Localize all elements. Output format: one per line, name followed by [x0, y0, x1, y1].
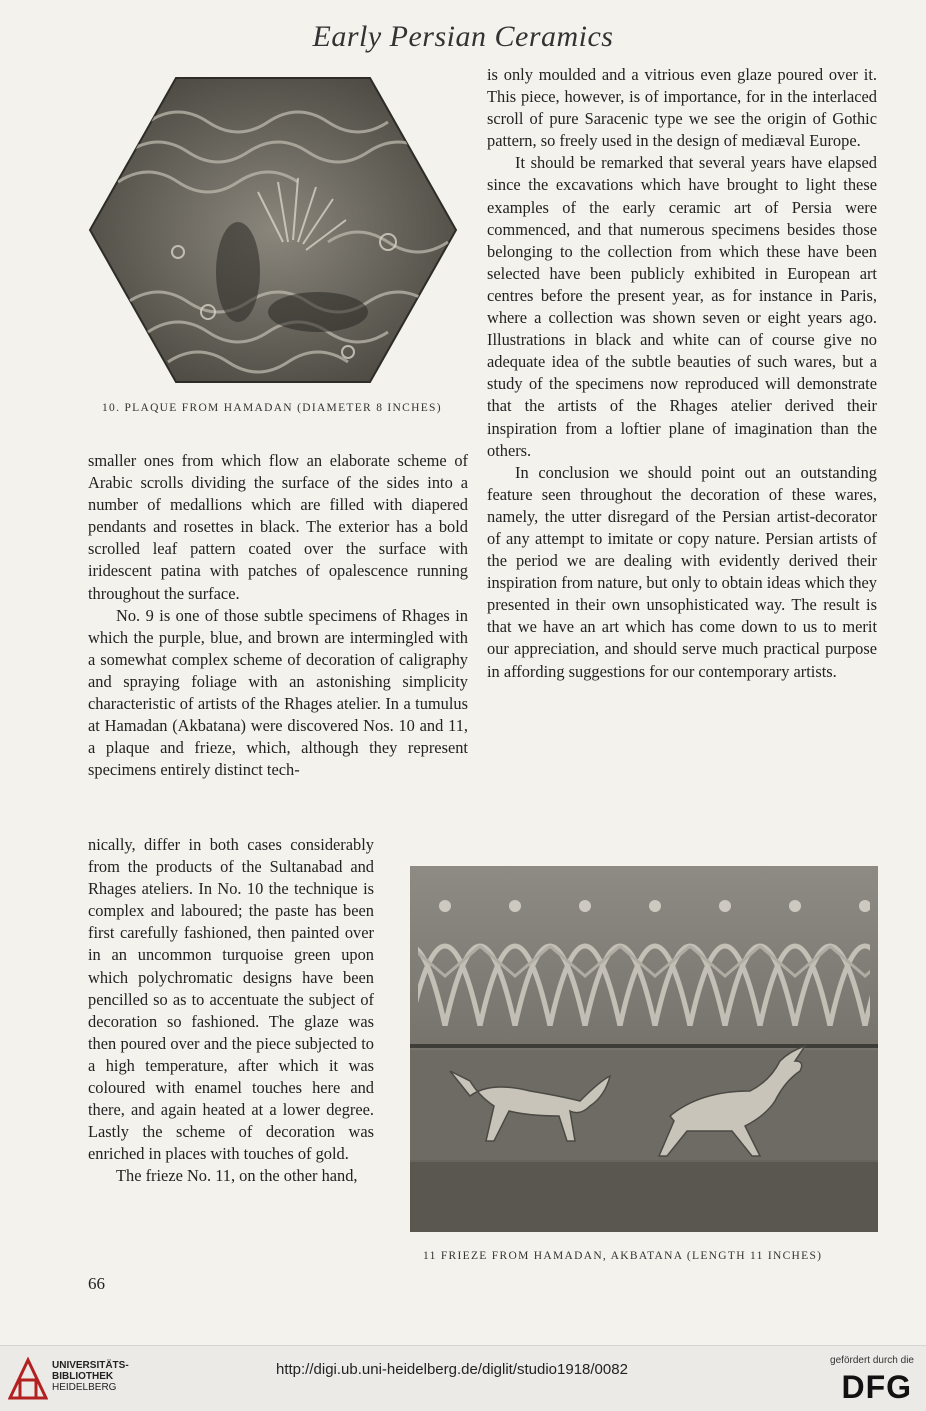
paragraph: It should be remarked that several years have elapsed since the excavations which have brought to light these examples of the early ceramic art of Persia were commenced, and that numerous specimens besides those belonging to the collection from which these have been selected have been publicly exhibited in European art centres before the present year, as for instance in Paris, where a collection was shown seven or eight years ago. Illustrations in black and white can of course give no adequate idea of the subtle beauties of such wares, but a study of the specimens now reproduced will demonstrate that the artists of the Rhages atelier derived their inspiration from a loftier plane of imagination than the others.	[487, 153, 877, 460]
paragraph: In conclusion we should point out an outstanding feature seen throughout the decoration of these wares, namely, the utter disregard of the Persian artist-decorator of any attempt to imitate or copy nature. Persian artists of the period we are dealing with evidently derived their inspiration from nature, but only to obtain ideas which they presented in their own unsophisticated way. The result is that we have an art which has come down to us to merit our appreciation, and should serve much practical purpose in affording suggestions for our contemporary artists.	[487, 462, 877, 681]
library-name	[52, 1360, 129, 1393]
frieze-caption: 11 FRIEZE FROM HAMADAN, AKBATANA (LENGTH 11 INCHES)	[423, 1250, 823, 1262]
plaque-caption: 10. PLAQUE FROM HAMADAN (DIAMETER 8 INCHES)	[102, 402, 442, 414]
plaque-figure	[88, 72, 458, 388]
page-number: 66	[88, 1274, 105, 1293]
left-column-upper	[88, 450, 468, 781]
right-column	[487, 64, 877, 683]
library-logo-icon	[8, 1356, 48, 1400]
running-title: Early Persian Ceramics	[312, 20, 614, 53]
paragraph: is only moulded and a vitrious even glaze poured over it. This piece, however, is of importance, for in the interlaced scroll of pure Saracenic type we see the origin of Gothic pattern, so freely used in the design of mediæval Europe.	[487, 65, 877, 151]
dfg-logo: DFG	[841, 1369, 912, 1405]
library-line: HEIDELBERG	[52, 1382, 117, 1393]
paragraph: No. 9 is one of those subtle specimens of Rhages in which the purple, blue, and brown are intermingled with a somewhat complex scheme of decoration of caligraphy and spraying foliage with an astonishing simplicity characteristic of artists of the Rhages atelier. In a tumulus at Hamadan (Akbatana) were discovered Nos. 10 and 11, a plaque and frieze, which, although they represent specimens entirely distinct tech-	[88, 605, 468, 780]
left-column-lower	[88, 834, 374, 1188]
funded-by-label: gefördert durch die	[830, 1355, 914, 1366]
library-line: UNIVERSITÄTS-	[52, 1360, 129, 1371]
paragraph: The frieze No. 11, on the other hand,	[116, 1166, 358, 1186]
source-url-link[interactable]: http://digi.ub.uni-heidelberg.de/diglit/studio1918/0082	[276, 1361, 628, 1378]
footer-bar	[0, 1345, 926, 1411]
frieze-figure	[410, 866, 878, 1232]
library-line: BIBLIOTHEK	[52, 1371, 114, 1382]
paragraph: smaller ones from which flow an elaborate scheme of Arabic scrolls dividing the surface of the sides into a number of medallions which are filled with diapered pendants and rosettes in black. The exterior has a bold scrolled leaf pattern coated over the surface with iridescent patina with patches of opalescence running throughout the surface.	[88, 451, 468, 603]
paragraph: nically, differ in both cases considerably from the products of the Sultanabad and Rhages ateliers. In No. 10 the technique is complex and laboured; the paste has been first carefully fashioned, then painted over in an uncommon turquoise green upon which polychromatic designs have been pencilled so as to accentuate the subject of decoration so fashioned. The glaze was then poured over and the piece subjected to a high temperature, after which it was coloured with enamel touches here and there, and again heated at a lower degree. Lastly the scheme of decoration was enriched in places with touches of gold.	[88, 835, 374, 1164]
